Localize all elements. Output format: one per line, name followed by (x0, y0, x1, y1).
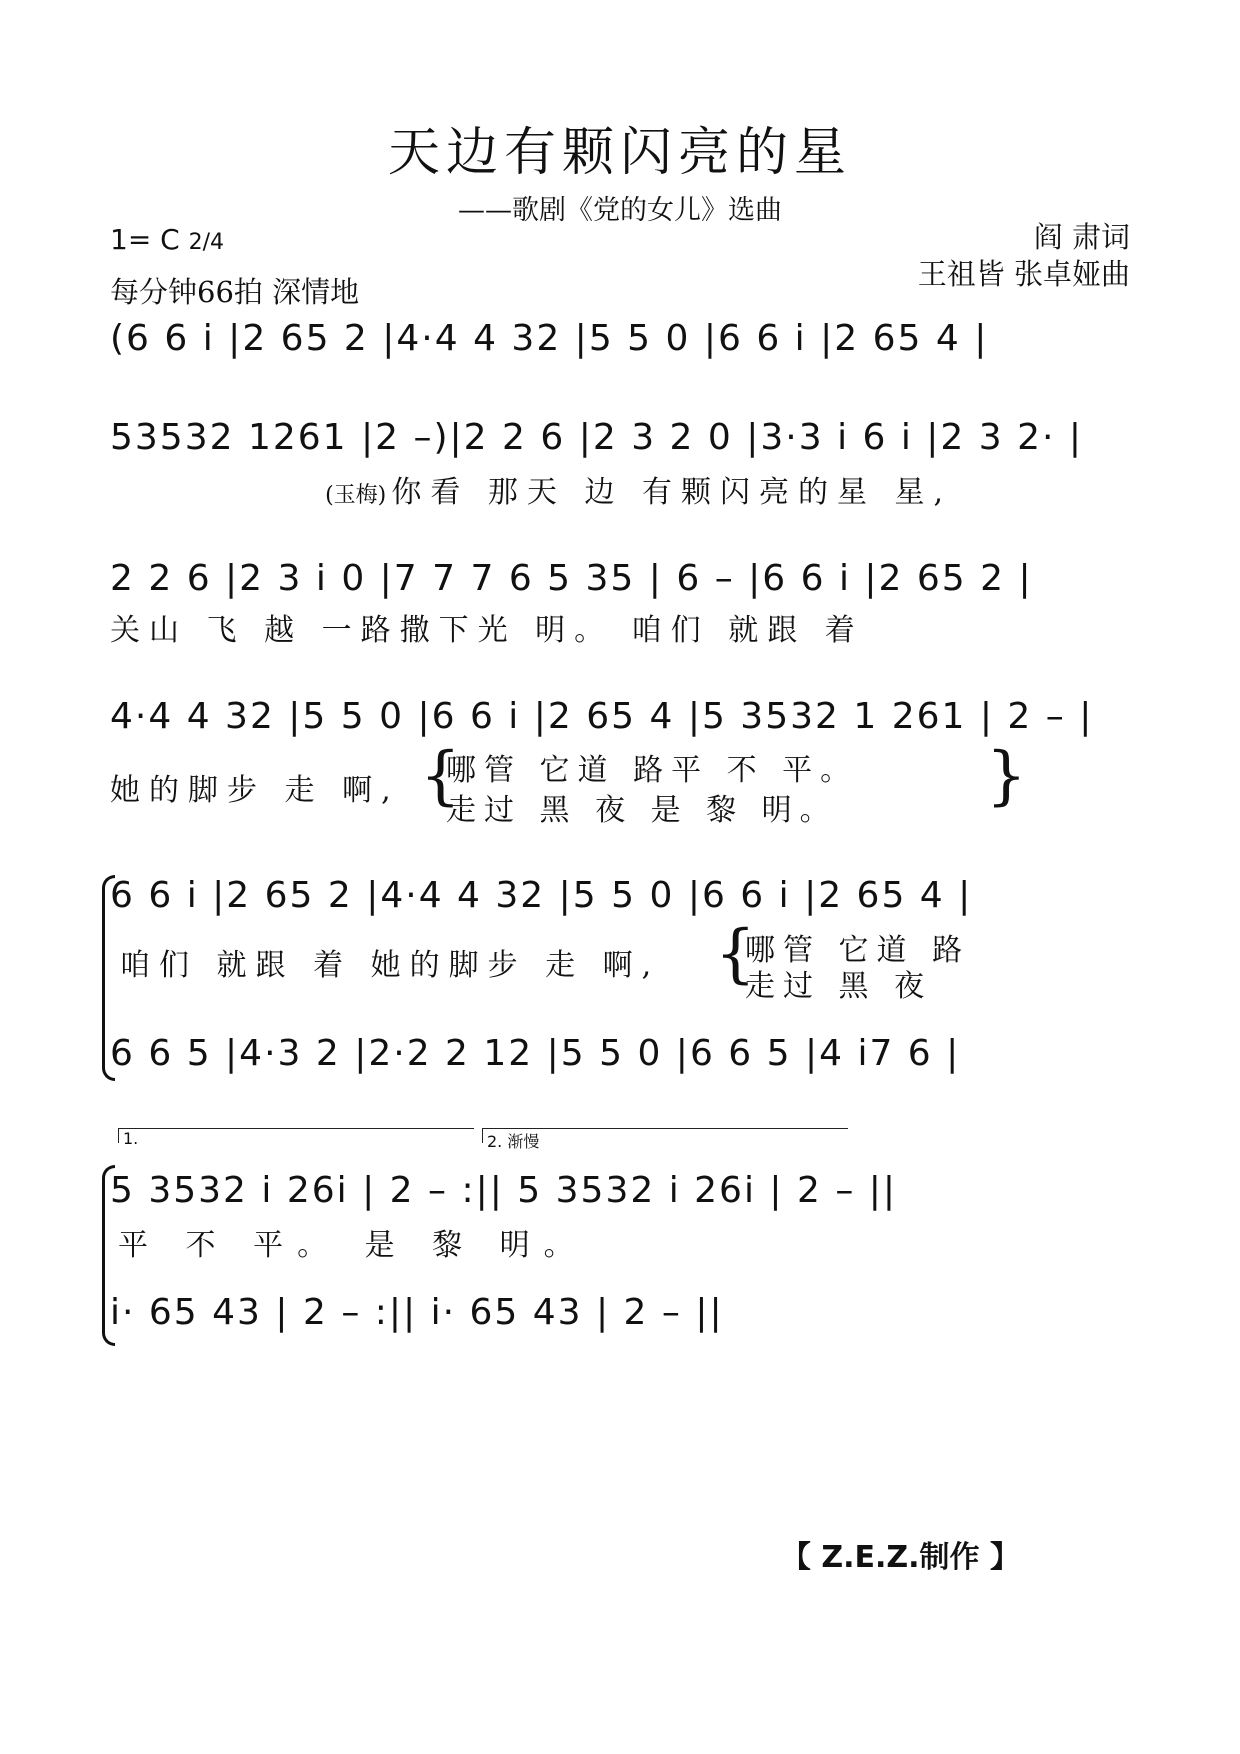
lyrics-left: 她的脚步 走 啊, (110, 773, 400, 808)
composer-credit: 王祖皆 张卓娅曲 (917, 257, 1130, 291)
first-ending-bracket (118, 1128, 474, 1148)
lyrics-line-2 (110, 467, 1140, 511)
notation-line-3: 2 2 6 |2 3 i 0 |7 7 7 6 5 35 | 6 – |6 6 i |2 65 2 | (110, 558, 1033, 599)
song-subtitle: ——歌剧《党的女儿》选曲 (458, 195, 782, 226)
maker-credit: 【 Z.E.Z.制作 】 (780, 1540, 1020, 1575)
singer-role: (玉梅) (325, 483, 387, 508)
lyrics-text: 你看 那天 边 有颗闪亮的星 星, (391, 475, 953, 510)
key-label: 1= C (110, 223, 180, 256)
notation-line-1: (6 6 i |2 65 2 |4·4 4 32 |5 5 0 |6 6 i |2 65 4 | (110, 318, 989, 359)
lyrics-brace-open: { (715, 917, 756, 991)
time-signature: 2/4 (188, 230, 225, 255)
lyrics-left: 咱们 就跟 着 她的脚步 走 啊, (120, 948, 661, 983)
second-ending-label: 2. 渐慢 (487, 1132, 540, 1151)
notation-line-5-upper: 6 6 i |2 65 2 |4·4 4 32 |5 5 0 |6 6 i |2 65 4 | (110, 875, 973, 916)
notation-line-5-lower: 6 6 5 |4·3 2 |2·2 2 12 |5 5 0 |6 6 5 |4 i7 6 | (110, 1033, 961, 1074)
tempo-marking: 每分钟66拍 深情地 (110, 275, 360, 309)
lyrics-alt-2: 走过 黑 夜 是 黎 明。 (446, 793, 838, 828)
notation-line-4: 4·4 4 32 |5 5 0 |6 6 i |2 65 4 |5 3532 1 261 | 2 – | (110, 696, 1094, 737)
lyrics-brace-close: } (986, 739, 1027, 813)
lyrics-line-5 (110, 917, 1140, 1004)
lyrics-alt-1: 哪管 它道 路平 不 平。 (446, 753, 859, 788)
notation-line-6-lower: i· 65 43 | 2 – :|| i· 65 43 | 2 – || (110, 1292, 724, 1333)
lyrics-line-6: 平 不 平。 是 黎 明。 (118, 1228, 588, 1263)
lyrics-brace-open: { (420, 739, 461, 813)
notation-line-6-upper: 5 3532 i 26i | 2 – :|| 5 3532 i 26i | 2 – || (110, 1170, 898, 1211)
lyrics-line-3: 关山 飞 越 一路撒下光 明。 咱们 就跟 着 (110, 613, 864, 648)
lyricist-credit: 阎 肃词 (1033, 220, 1130, 254)
lyrics-alt-1: 哪管 它道 路 (745, 933, 971, 968)
song-title: 天边有颗闪亮的星 (387, 123, 852, 183)
key-signature (110, 223, 224, 256)
lyrics-line-4 (110, 739, 1140, 828)
notation-line-2: 53532 1261 |2 –)|2 2 6 |2 3 2 0 |3·3 i 6 i |2 3 2· | (110, 417, 1084, 458)
second-ending-bracket (482, 1128, 848, 1151)
first-ending-label: 1. (123, 1129, 139, 1148)
lyrics-alt-2: 走过 黑 夜 (745, 969, 933, 1004)
